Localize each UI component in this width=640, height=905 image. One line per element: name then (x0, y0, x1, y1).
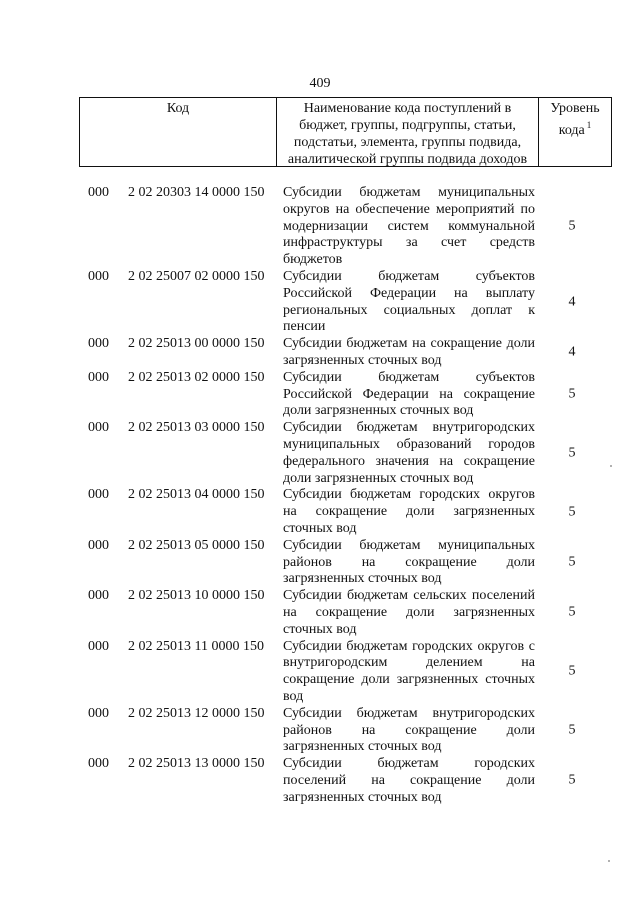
admin-code: 000 (88, 268, 109, 284)
revenue-description: Субсидии бюджетам городских поселений на сокращение доли загрязненных сточных вод (283, 756, 535, 805)
table-body (0, 185, 640, 806)
revenue-description: Субсидии бюджетам субъектов Российской Федерации на сокращение доли загрязненных сточных вод (283, 369, 535, 419)
level-value: 5 (568, 386, 576, 402)
header-level-label-2: кода (558, 123, 585, 138)
table-row (0, 538, 640, 588)
revenue-description: Субсидии бюджетам сельских поселений на сокращение доли загрязненных сточных вод (283, 588, 535, 637)
revenue-description: Субсидии бюджетам внутригородских муниципальных образований городов федерального значения на сокращение доли загрязненных сточных вод (283, 420, 535, 486)
admin-code: 000 (88, 185, 109, 200)
revenue-code: 2 02 25013 10 0000 150 (128, 588, 265, 604)
admin-code: 000 (88, 537, 109, 553)
table-row (0, 336, 640, 370)
table-row (0, 370, 640, 420)
header-code: Код (80, 98, 277, 166)
level-value: 5 (568, 722, 576, 738)
level-value: 5 (568, 663, 576, 679)
admin-code: 000 (88, 588, 109, 604)
scan-speck (610, 465, 612, 467)
admin-code: 000 (88, 638, 109, 654)
header-name: Наименование кода поступлений в бюджет, группы, подгруппы, статьи, подстатьи, элемента, группы подвида, аналитической группы подвида доходов (277, 98, 539, 166)
scan-speck (608, 860, 610, 862)
level-value: 4 (568, 344, 576, 360)
level-value: 4 (568, 294, 576, 310)
admin-code: 000 (88, 705, 109, 721)
revenue-code: 2 02 25013 02 0000 150 (128, 369, 265, 385)
table-row (0, 588, 640, 638)
admin-code: 000 (88, 369, 109, 385)
revenue-description: Субсидии бюджетам муниципальных округов на обеспечение мероприятий по модернизации систем коммунальной инфраструктуры за счет средств бюджетов (283, 185, 535, 268)
header-level (539, 98, 611, 166)
admin-code: 000 (88, 420, 109, 436)
footnote-marker: 1 (586, 120, 592, 130)
revenue-description: Субсидии бюджетам внутригородских районов на сокращение доли загрязненных сточных вод (283, 705, 535, 755)
admin-code: 000 (88, 336, 109, 352)
level-value: 5 (568, 504, 576, 520)
revenue-description: Субсидии бюджетам муниципальных районов на сокращение доли загрязненных сточных вод (283, 537, 535, 587)
revenue-description: Субсидии бюджетам на сокращение доли загрязненных сточных вод (283, 336, 535, 368)
revenue-code: 2 02 25013 04 0000 150 (128, 487, 265, 503)
revenue-code: 2 02 25007 02 0000 150 (128, 268, 265, 284)
table-row (0, 185, 640, 269)
revenue-description: Субсидии бюджетам городских округов на сокращение доли загрязненных сточных вод (283, 487, 535, 536)
revenue-code: 2 02 25013 13 0000 150 (128, 756, 265, 772)
level-value: 5 (568, 554, 576, 570)
level-value: 5 (568, 218, 576, 234)
table-row (0, 756, 640, 806)
page-number: 409 (309, 76, 331, 91)
revenue-code: 2 02 25013 11 0000 150 (128, 638, 264, 654)
level-value: 5 (568, 604, 576, 620)
table-row (0, 420, 640, 487)
revenue-description: Субсидии бюджетам субъектов Российской Федерации на выплату региональных социальных доплат к пенсии (283, 268, 535, 335)
revenue-code: 2 02 25013 12 0000 150 (128, 705, 265, 721)
table-header (79, 97, 612, 167)
revenue-code: 2 02 25013 00 0000 150 (128, 336, 265, 352)
admin-code: 000 (88, 756, 109, 772)
revenue-code: 2 02 25013 05 0000 150 (128, 537, 265, 553)
revenue-code: 2 02 25013 03 0000 150 (128, 420, 265, 436)
table-row (0, 269, 640, 336)
table-row (0, 639, 640, 706)
level-value: 5 (568, 772, 576, 788)
admin-code: 000 (88, 487, 109, 503)
revenue-code: 2 02 20303 14 0000 150 (128, 185, 265, 200)
revenue-description: Субсидии бюджетам городских округов с внутригородским делением на сокращение доли загрязненных сточных вод (283, 638, 535, 704)
table-row (0, 706, 640, 756)
level-value: 5 (568, 445, 576, 461)
header-level-label: Уровень (550, 101, 600, 116)
table-row (0, 487, 640, 537)
